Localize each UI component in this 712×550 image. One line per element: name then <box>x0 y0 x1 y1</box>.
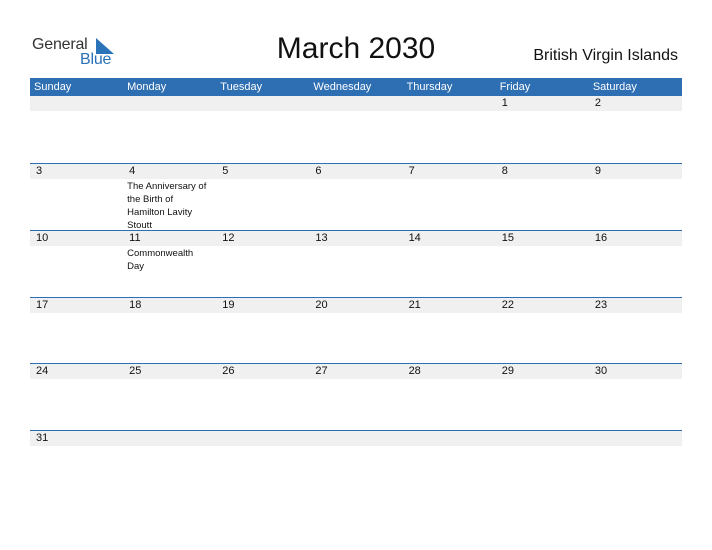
day-number <box>216 431 309 446</box>
week-row <box>30 230 682 273</box>
day-cell <box>403 231 496 273</box>
weekday-tuesday: Tuesday <box>220 81 263 93</box>
day-number: 25 <box>123 364 216 379</box>
day-number: 20 <box>309 298 402 313</box>
day-number: 8 <box>496 164 589 179</box>
day-cell <box>309 96 402 111</box>
day-cell <box>496 364 589 379</box>
day-cell <box>589 364 682 379</box>
day-number: 29 <box>496 364 589 379</box>
day-cell <box>403 431 496 446</box>
weekday-wednesday: Wednesday <box>313 81 372 93</box>
calendar-title: March 2030 <box>276 32 436 65</box>
day-number: 1 <box>496 96 589 111</box>
day-cell <box>496 298 589 313</box>
week-row <box>30 96 682 111</box>
day-cell <box>123 431 216 446</box>
day-cell <box>403 164 496 232</box>
day-cell <box>216 231 309 273</box>
day-number <box>30 96 123 111</box>
day-number: 11 <box>123 231 216 246</box>
day-number: 10 <box>30 231 123 246</box>
country-name: British Virgin Islands <box>533 47 678 64</box>
day-number: 24 <box>30 364 123 379</box>
day-cell <box>496 431 589 446</box>
day-cell <box>589 298 682 313</box>
day-cell <box>30 96 123 111</box>
day-number: 3 <box>30 164 123 179</box>
day-cell <box>309 431 402 446</box>
holiday-label: The Anniversary of the Birth of Hamilton Lavity Stoutt <box>127 181 207 231</box>
day-cell <box>403 96 496 111</box>
weekday-header <box>30 78 682 96</box>
day-number: 28 <box>403 364 496 379</box>
day-cell <box>123 96 216 111</box>
day-number: 13 <box>309 231 402 246</box>
day-number: 7 <box>403 164 496 179</box>
day-cell <box>403 298 496 313</box>
day-cell <box>496 231 589 273</box>
day-cell <box>216 96 309 111</box>
day-number <box>309 431 402 446</box>
day-cell <box>589 431 682 446</box>
day-number: 6 <box>309 164 402 179</box>
weekday-monday: Monday <box>127 81 167 93</box>
weekday-friday: Friday <box>499 81 531 93</box>
day-number: 14 <box>403 231 496 246</box>
day-cell <box>496 164 589 232</box>
day-number <box>123 431 216 446</box>
day-number: 17 <box>30 298 123 313</box>
day-number: 27 <box>309 364 402 379</box>
day-cell <box>309 364 402 379</box>
day-number <box>403 96 496 111</box>
day-number: 22 <box>496 298 589 313</box>
day-cell <box>30 231 123 273</box>
day-number: 19 <box>216 298 309 313</box>
weekday-sunday: Sunday <box>34 81 72 93</box>
day-number: 9 <box>589 164 682 179</box>
day-cell <box>216 364 309 379</box>
day-cell <box>123 231 216 273</box>
day-number: 26 <box>216 364 309 379</box>
logo-word-blue: Blue <box>80 51 112 68</box>
day-cell <box>309 231 402 273</box>
day-cell <box>30 164 123 232</box>
day-number <box>496 431 589 446</box>
week-row <box>30 297 682 313</box>
weekday-thursday: Thursday <box>406 81 453 93</box>
week-row <box>30 363 682 379</box>
day-number: 31 <box>30 431 123 446</box>
day-number: 18 <box>123 298 216 313</box>
day-cell <box>30 298 123 313</box>
day-cell <box>589 231 682 273</box>
day-cell <box>309 164 402 232</box>
day-cell <box>30 364 123 379</box>
day-number: 4 <box>123 164 216 179</box>
day-cell <box>589 164 682 232</box>
day-number: 30 <box>589 364 682 379</box>
weekday-saturday: Saturday <box>592 81 637 93</box>
day-cell <box>123 164 216 232</box>
week-row <box>30 163 682 232</box>
day-cell <box>216 164 309 232</box>
week-row <box>30 430 682 446</box>
day-number <box>216 96 309 111</box>
day-number: 23 <box>589 298 682 313</box>
holiday-label: Commonwealth Day <box>127 248 194 272</box>
day-cell <box>496 96 589 111</box>
day-number <box>309 96 402 111</box>
day-number: 15 <box>496 231 589 246</box>
day-number: 5 <box>216 164 309 179</box>
day-cell <box>123 298 216 313</box>
day-cell <box>589 96 682 111</box>
day-number: 21 <box>403 298 496 313</box>
day-cell <box>216 431 309 446</box>
logo-word-general: General <box>32 36 88 53</box>
day-cell <box>30 431 123 446</box>
day-number: 16 <box>589 231 682 246</box>
day-cell <box>309 298 402 313</box>
day-number <box>123 96 216 111</box>
day-cell <box>216 298 309 313</box>
day-cell <box>123 364 216 379</box>
day-number: 2 <box>589 96 682 111</box>
day-number: 12 <box>216 231 309 246</box>
day-number <box>589 431 682 446</box>
day-cell <box>403 364 496 379</box>
day-number <box>403 431 496 446</box>
